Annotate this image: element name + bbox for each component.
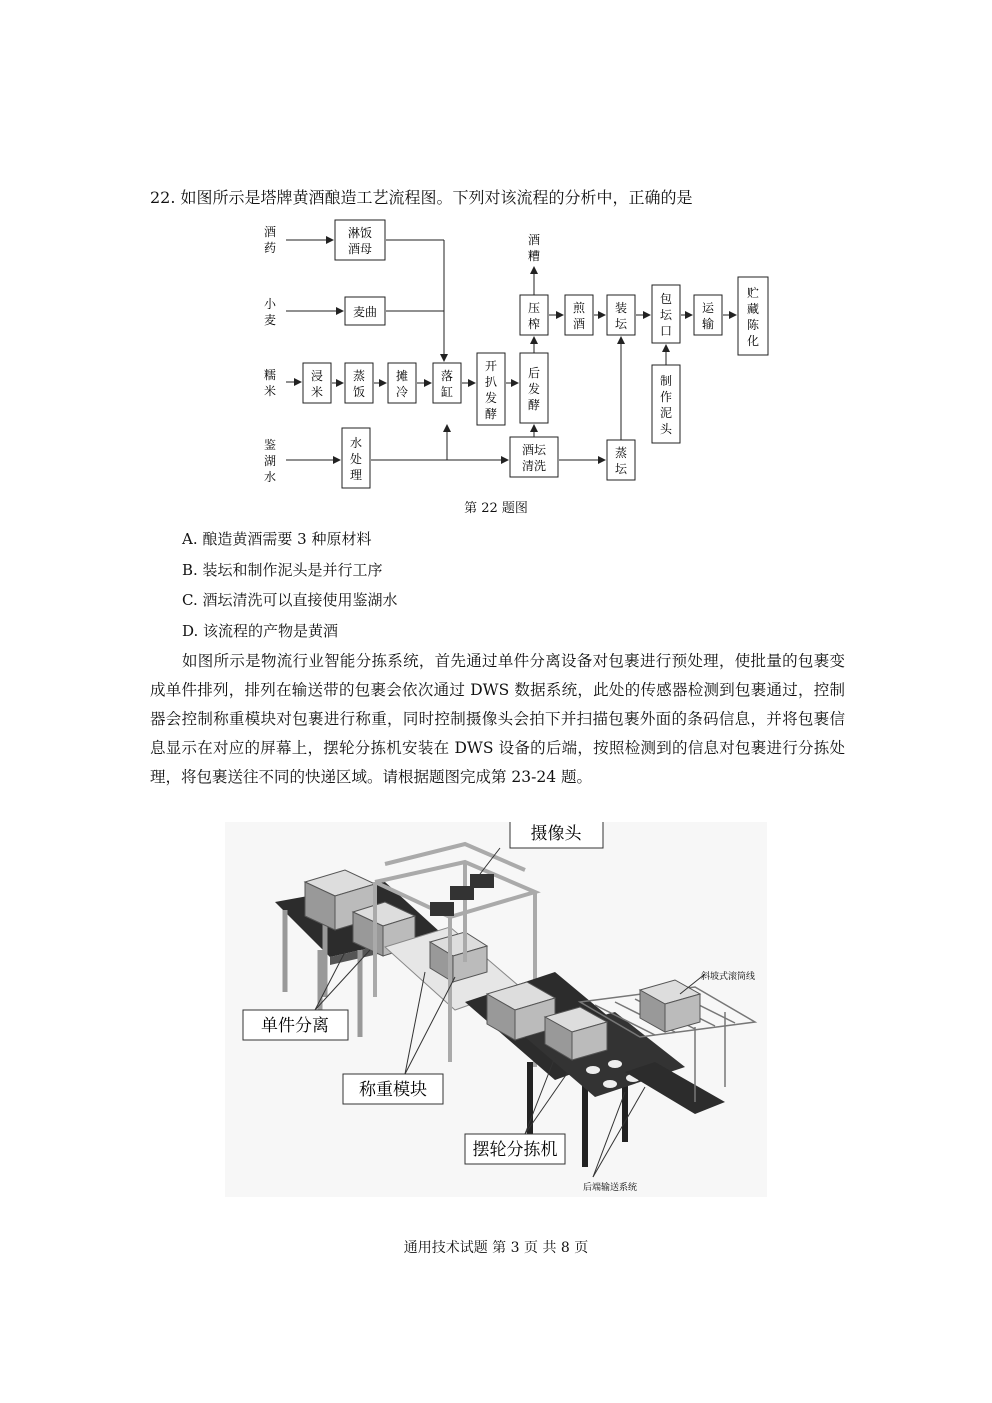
- sorting-system-figure: [225, 822, 767, 1197]
- label-roller-line: 斜坡式滚筒线: [701, 972, 756, 982]
- box-label-jianjiu: 煎酒: [572, 301, 586, 331]
- box-label-jiutan: 酒坛清洗: [521, 443, 547, 473]
- box-label-houfajiao: 后发酵: [527, 366, 541, 412]
- label-wheel-sorter: 摆轮分拣机: [472, 1140, 558, 1160]
- box-label-zhengtan: 蒸坛: [614, 446, 628, 476]
- input-jiuyao: 酒药: [263, 225, 277, 255]
- label-camera: 摄像头: [530, 824, 582, 844]
- question-22-stem: 22. 如图所示是塔牌黄酒酿造工艺流程图。下列对该流程的分析中，正确的是: [150, 188, 693, 207]
- box-label-linfan: 淋饭酒母: [347, 226, 373, 256]
- option-d: D. 该流程的产物是黄酒: [182, 622, 339, 640]
- box-label-zhizuo: 制作泥头: [659, 374, 673, 436]
- input-jianhu: 鉴湖水: [263, 438, 277, 484]
- box-label-baotankou: 包坛口: [659, 292, 673, 338]
- intro-23-24: 如图所示是物流行业智能分拣系统，首先通过单件分离设备对包裹进行预处理，使批量的包裹变成单件排列，排列在输送带的包裹会依次通过 DWS 数据系统，此处的传感器检测到包裹通过，控制器会控制称重模块对包裹进行称重，同时控制摄像头会拍下并扫描包裹外面的条码信息，并将包裹信息显示在对应的屏幕上，摆轮分拣机安装在 DWS 设备的后端，按照检测到的信息对包裹进行分拣处理，将包裹送往不同的快递区域。请根据题图完成第 23-24 题。: [150, 652, 845, 786]
- option-a: A. 酿造黄酒需要 3 种原材料: [182, 530, 372, 548]
- label-weighing-module: 称重模块: [359, 1080, 427, 1100]
- box-label-zhengfan: 蒸饭: [352, 369, 366, 399]
- camera-device: [470, 874, 494, 888]
- byproduct-jiuzao: 酒糟: [527, 233, 541, 263]
- input-nuomi: 糯米: [263, 368, 277, 398]
- box-label-zhuangtan: 装坛: [614, 301, 628, 331]
- box-label-yunshu: 运输: [701, 301, 715, 331]
- page-footer: 通用技术试题 第 3 页 共 8 页: [403, 1240, 589, 1256]
- box-label-zhucang: 贮藏陈化: [746, 286, 760, 348]
- flowchart-figure: [250, 215, 790, 495]
- box-label-yazha: 压榨: [527, 301, 541, 331]
- figure-22-caption: 第 22 题图: [464, 501, 528, 516]
- box-label-shuichuli: 水处理: [349, 436, 363, 482]
- box-label-jinmi: 浸米: [310, 369, 324, 399]
- option-b: B. 装坛和制作泥头是并行工序: [182, 561, 383, 579]
- label-backend-system: 后端输送系统: [583, 1183, 638, 1193]
- box-label-maiqu: 麦曲: [352, 305, 378, 319]
- label-single-separation: 单件分离: [261, 1016, 329, 1036]
- box-label-kaipa: 开扒发酵: [484, 359, 498, 421]
- option-c: C. 酒坛清洗可以直接使用鉴湖水: [182, 591, 398, 609]
- input-xiaomai: 小麦: [263, 297, 277, 327]
- box-label-tanleng: 摊冷: [395, 369, 409, 399]
- box-label-luogang: 落缸: [440, 369, 454, 399]
